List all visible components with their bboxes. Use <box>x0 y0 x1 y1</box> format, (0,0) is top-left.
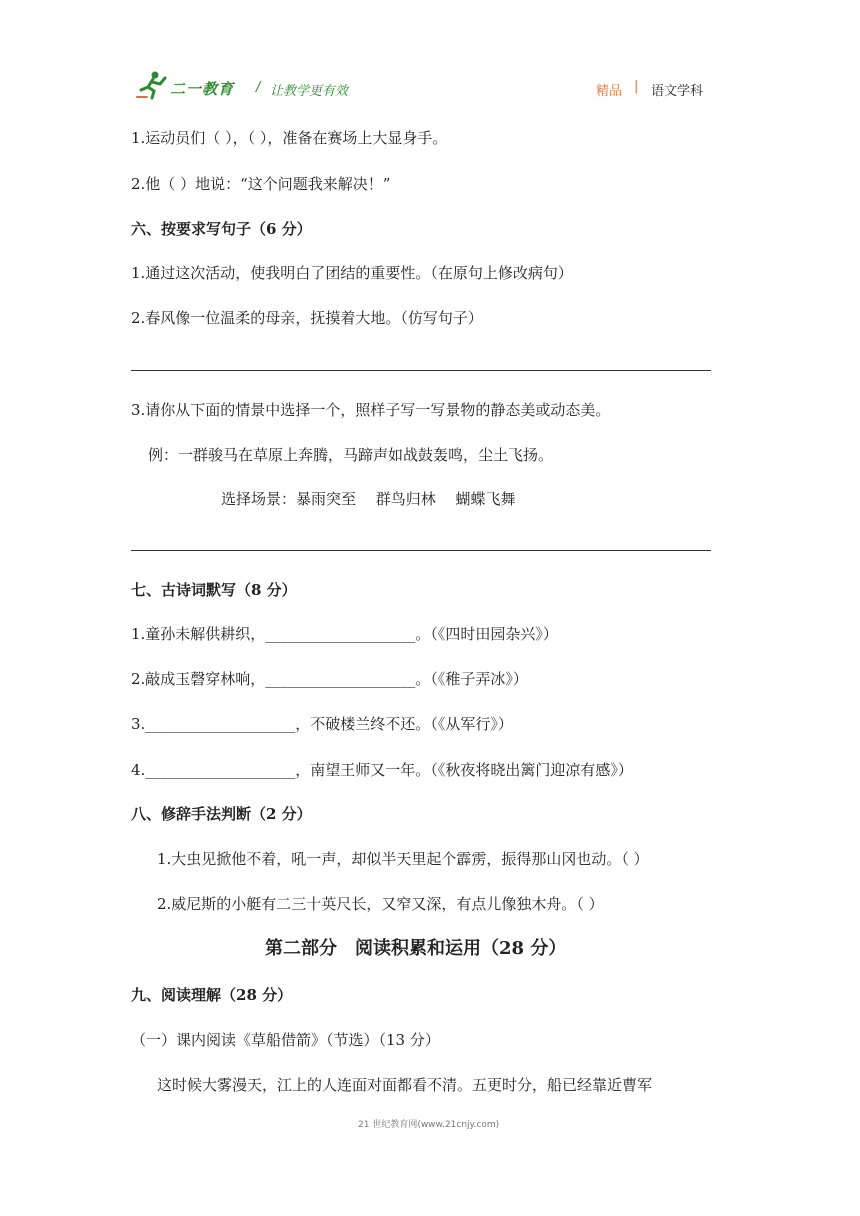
tag-divider: | <box>634 79 639 94</box>
poem-item-4: 4.____________________，南望王师又一年。（《秋夜将晓出篱门迎凉有感》） <box>131 761 633 779</box>
header-slash: / <box>256 80 261 95</box>
rhetoric-item-2: 2.威尼斯的小艇有二三十英尺长，又窄又深，有点儿像独木舟。（ ） <box>157 895 604 913</box>
part-2-title: 第二部分 阅读积累和运用（28 分） <box>265 938 567 959</box>
section-8-heading: 八、修辞手法判断（2 分） <box>131 805 312 823</box>
reading-subheading: （一）课内阅读《草船借箭》（节选）（13 分） <box>131 1031 440 1049</box>
s6-item-1: 1.通过这次活动，使我明白了团结的重要性。（在原句上修改病句） <box>131 264 573 282</box>
s6-example: 例：一群骏马在草原上奔腾，马蹄声如战鼓轰鸣，尘土飞扬。 <box>148 446 554 464</box>
s6-item-2: 2.春风像一位温柔的母亲，抚摸着大地。（仿写句子） <box>131 309 483 327</box>
section-9-heading: 九、阅读理解（28 分） <box>131 986 293 1004</box>
answer-line-1[interactable] <box>131 370 711 371</box>
rhetoric-item-1: 1.大虫见掀他不着，吼一声，却似半天里起个霹雳，振得那山冈也动。（ ） <box>157 850 649 868</box>
poem-item-3: 3.____________________，不破楼兰终不还。（《从军行》） <box>131 715 513 733</box>
poem-item-1: 1.童孙未解供耕织，____________________。（《四时田园杂兴》） <box>131 625 558 643</box>
section-6-heading: 六、按要求写句子（6 分） <box>131 220 312 238</box>
brand-name: 二一教育 <box>170 80 235 98</box>
s6-scenes: 选择场景：暴雨突至 群鸟归林 蝴蝶飞舞 <box>221 490 516 508</box>
slogan: 让教学更有效 <box>270 84 349 99</box>
section-7-heading: 七、古诗词默写（8 分） <box>131 581 297 599</box>
tag-subject: 语文学科 <box>651 84 704 99</box>
answer-line-2[interactable] <box>131 550 711 551</box>
reading-passage: 这时候大雾漫天，江上的人连面对面都看不清。五更时分，船已经靠近曹军 <box>157 1076 653 1094</box>
tag-premium: 精品 <box>596 84 623 99</box>
fill-item-1: 1.运动员们（ ），（ ），准备在赛场上大显身手。 <box>131 129 448 147</box>
poem-item-2: 2.敲成玉磬穿林响，____________________。（《稚子弄冰》） <box>131 670 528 688</box>
footer-source: 21 世纪教育网(www.21cnjy.com) <box>358 1120 500 1130</box>
s6-item-3: 3.请你从下面的情景中选择一个，照样子写一写景物的静态美或动态美。 <box>131 401 611 419</box>
fill-item-2: 2.他（ ）地说：“这个问题我来解决！” <box>131 175 391 193</box>
runner-logo-icon <box>135 70 171 100</box>
